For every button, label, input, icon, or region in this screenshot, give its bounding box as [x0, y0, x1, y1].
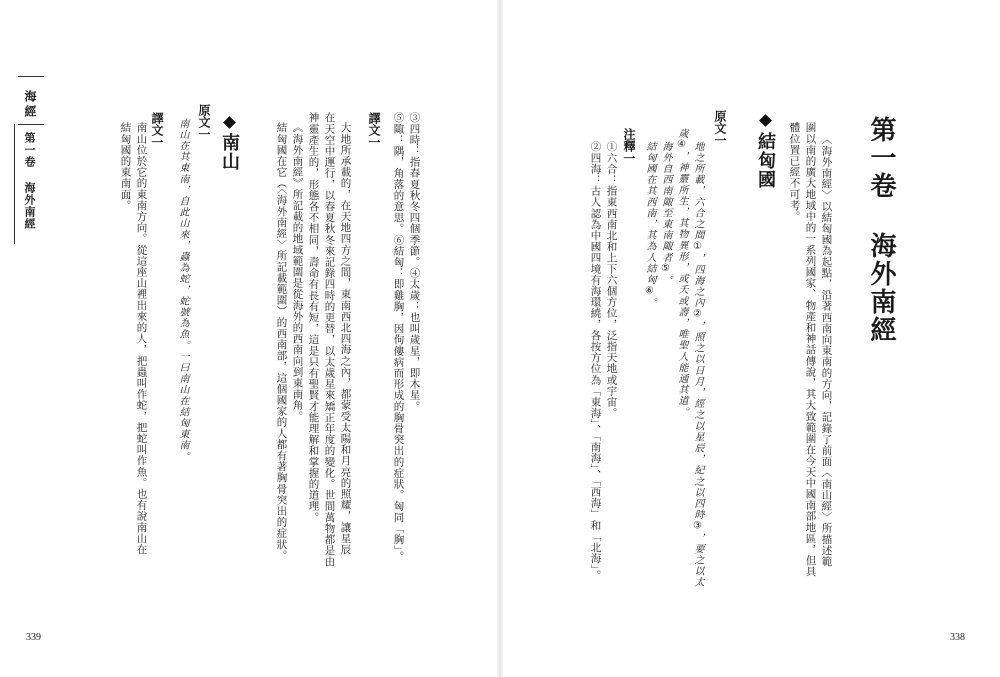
zhushi-label: 注釋一: [622, 128, 636, 164]
yuanwen-line-4: 結匈國在其西南，其為人結匈⑥。: [644, 141, 655, 309]
nanshan-yiwen-line-1: 南山位於它的東南方向。從這座山裡出來的人，把蟲叫作蛇，把蛇叫作魚。也有說南山在: [135, 122, 148, 555]
jiexiong-heading: 結匈國: [755, 132, 776, 189]
nanshan-heading-diamond: [223, 116, 236, 129]
intro-line-2: 圍以南的廣大地域中的一系列國家、物產和神話傳說，其大致範圍在今天中國南部地區，但具: [804, 122, 817, 578]
yiwen1-line-3: 神靈產生的，形態各不相同，壽命有長有短，這是只有聖賢才能理解和掌握的道理。: [307, 112, 320, 523]
running-head-book: 海經: [23, 90, 37, 120]
intro-line-3: 體位置已經不可考。: [788, 122, 801, 222]
yuanwen-label: 原文一: [713, 110, 727, 146]
yiwen1-line-4: 《海外南經》所記載的地域範圍是從海外的西南向到東南角。: [291, 122, 304, 422]
running-head-top-rule: [18, 76, 44, 77]
yiwen1-line-1: 大地所承載的，在天地四方之間，東南西北四海之內，都蒙受太陽和月亮的照耀，讓星辰: [339, 122, 352, 555]
yiwen1-line-2: 在天空中運行，以春夏秋冬來記錄四時的更替，以太歲星來矯正年度的變化。世間萬物都是由: [323, 112, 336, 568]
yuanwen-line-3: 海外自西南陬至東南陬者⑤。: [660, 141, 671, 287]
right-page-number: 338: [950, 632, 965, 643]
note-5-6: ⑤陬：隅，角落的意思。⑥結匈：即雞胸，因佝僂病而形成的胸骨突出的症狀。匈同「胸」。: [392, 112, 405, 562]
running-head-mid-rule: [18, 124, 44, 125]
intro-line-1: 〈海外南經〉以結匈國為起點，沿著西南向東南的方向，記錄了前面〈南山經〉所描述範: [820, 134, 833, 567]
running-head-side-rule: [14, 124, 15, 244]
yiwen1-label: 譯文一: [367, 112, 381, 148]
yuanwen-line-2: 歲④，神靈所生，其物異形，或夭或壽，唯聖人能通其道。: [676, 128, 687, 418]
nanshan-yuanwen-line-1: 南山在其東南，自此山來，蟲為蛇，蛇號為魚。一曰南山在結匈東南。: [177, 118, 188, 463]
nanshan-yiwen-label: 譯文一: [150, 112, 164, 148]
nanshan-yiwen-line-2: 結匈國的東南面。: [119, 122, 132, 211]
jiexiong-heading-diamond: [759, 114, 772, 127]
yuanwen-line-1: 地之所載，六合之間①，四海之內②，照之以日月，經之以星辰，紀之以四時③，要之以太: [692, 141, 703, 588]
left-page-number: 339: [26, 632, 41, 643]
chapter-title: 第一卷 海外南經: [866, 116, 896, 344]
note-3-4: ③四時：指春夏秋冬四個季節。④太歲：也叫歲星，即木星。: [408, 112, 421, 412]
yiwen1-line-5: 結匈國在它（〈海外南經〉所記載範圍）的西南部，這個國家的人都有著胸骨突出的症狀。: [275, 122, 288, 561]
nanshan-yuanwen-label: 原文一: [197, 104, 211, 140]
running-head-section: 第一卷 海外南經: [23, 132, 36, 230]
zhushi-note-1: ①六合：指東西南北和上下六個方位，泛指天地或宇宙。: [605, 141, 618, 419]
zhushi-note-2: ②四海：古人認為中國四境有海環繞，各按方位為「東海」、「南海」、「西海」和「北海」。: [589, 141, 602, 581]
book-gutter: [497, 0, 503, 677]
nanshan-heading: 南山: [219, 133, 240, 171]
